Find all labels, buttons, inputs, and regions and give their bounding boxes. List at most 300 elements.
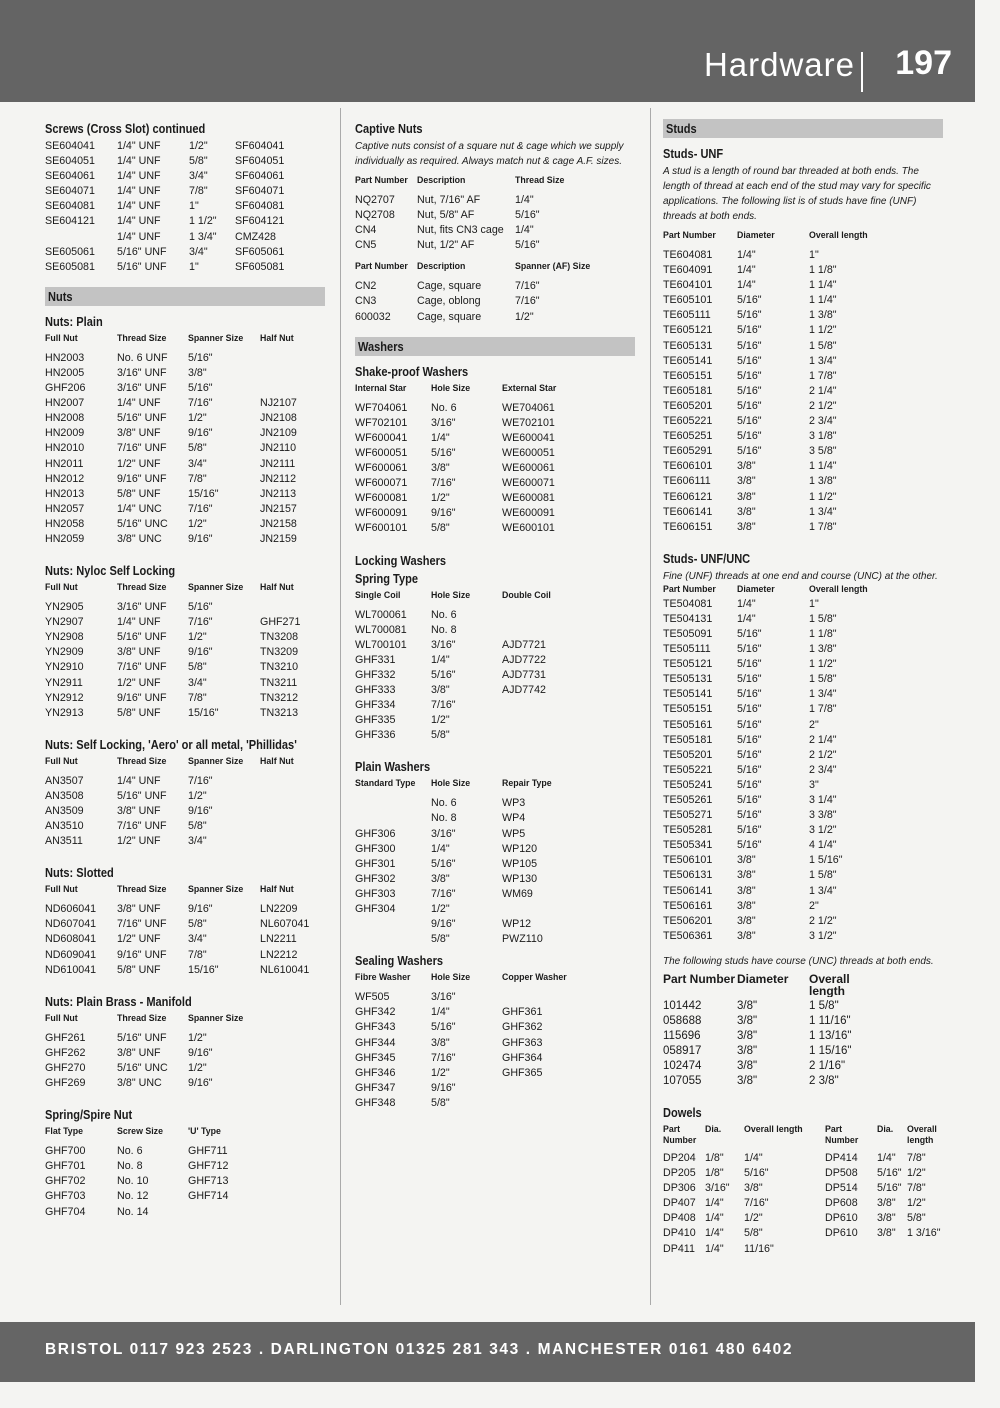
table-cell: DP407 bbox=[663, 1197, 696, 1210]
column-header: Hole Size bbox=[431, 382, 471, 393]
table-cell: 1/2" bbox=[188, 412, 207, 425]
table-cell: TE505341 bbox=[663, 839, 713, 852]
table-cell: WP12 bbox=[502, 918, 532, 931]
table-cell: SE604121 bbox=[45, 215, 95, 228]
table-row bbox=[663, 505, 943, 520]
table-cell: 1 5/8" bbox=[809, 869, 837, 882]
column-header: Repair Type bbox=[502, 778, 552, 789]
table-cell: 5/16" bbox=[737, 415, 762, 428]
table-cell: CN4 bbox=[355, 224, 377, 237]
table-cell: 600032 bbox=[355, 310, 391, 323]
table-cell: TN3210 bbox=[260, 661, 299, 674]
table-cell: Cage, square bbox=[417, 310, 482, 323]
table-row bbox=[45, 917, 325, 932]
page-footer bbox=[0, 1322, 975, 1382]
table-row bbox=[45, 600, 325, 615]
table-row bbox=[663, 597, 943, 612]
table-cell: 3/8" UNF bbox=[117, 805, 161, 817]
table-cell bbox=[355, 932, 431, 947]
table-cell: ND607041 bbox=[45, 918, 97, 931]
table-row bbox=[355, 638, 635, 653]
table-cell bbox=[260, 774, 320, 789]
column-header: Overall length bbox=[809, 230, 868, 240]
table-cell: 2 1/2" bbox=[809, 914, 837, 927]
screws-heading: Screws (Cross Slot) continued bbox=[45, 121, 206, 136]
table-cell: JN2113 bbox=[260, 487, 297, 500]
table-cell: TE505221 bbox=[663, 763, 713, 776]
column-header: Full Nut bbox=[45, 755, 78, 766]
table-cell: 9/16" bbox=[188, 532, 213, 545]
table-cell: TE604081 bbox=[663, 249, 713, 261]
table-cell: TE504081 bbox=[663, 597, 713, 610]
table-row bbox=[663, 1166, 943, 1181]
table-cell bbox=[355, 796, 431, 811]
table-cell bbox=[260, 834, 320, 849]
table-cell: 1 1/4" bbox=[809, 460, 837, 473]
column-studs-dowels bbox=[663, 115, 943, 1257]
table-cell: GHF712 bbox=[188, 1160, 229, 1173]
table-cell: HN2009 bbox=[45, 427, 85, 440]
table-row bbox=[663, 642, 943, 657]
table-cell: 7/16" bbox=[431, 477, 456, 490]
table-cell: 5/8" bbox=[188, 442, 207, 455]
column-header: Thread Size bbox=[117, 582, 167, 593]
column-header: Spanner Size bbox=[188, 1012, 244, 1023]
table-cell: WL700061 bbox=[355, 608, 407, 621]
table-row bbox=[355, 506, 635, 521]
table-cell: 3/4" bbox=[189, 170, 208, 183]
table-row bbox=[355, 401, 635, 416]
plain-washers-header bbox=[355, 778, 635, 789]
table-cell: 5/8" bbox=[188, 661, 207, 674]
table-cell: SE604071 bbox=[45, 185, 95, 198]
column-header: Overall length bbox=[744, 1123, 803, 1134]
table-cell: GHF700 bbox=[45, 1145, 86, 1158]
table-row bbox=[355, 683, 635, 698]
table-cell: JN2112 bbox=[260, 472, 297, 485]
table-cell: Nut, 1/2" AF bbox=[417, 239, 475, 252]
table-cell: AJD7722 bbox=[502, 653, 546, 666]
table-row bbox=[663, 1151, 943, 1166]
table-cell: 5/16" bbox=[744, 1167, 769, 1180]
table-cell: 5/16" bbox=[737, 673, 762, 686]
table-row bbox=[355, 1020, 635, 1035]
table-cell: 5/16" UNF bbox=[117, 260, 167, 273]
table-cell: 3/16" UNF bbox=[117, 366, 167, 379]
table-row bbox=[355, 796, 635, 811]
table-cell: 3/8" bbox=[737, 1044, 758, 1057]
table-cell: YN2911 bbox=[45, 676, 83, 689]
table-row bbox=[45, 245, 325, 260]
table-cell: Cage, square bbox=[417, 280, 482, 293]
shake-proof-heading: Shake-proof Washers bbox=[355, 363, 469, 379]
table-cell: 1 7/8" bbox=[809, 703, 837, 716]
table-cell: WE600061 bbox=[502, 462, 555, 475]
table-cell: YN2909 bbox=[45, 646, 84, 659]
table-cell: Nut, 7/16" AF bbox=[417, 194, 481, 206]
table-cell: 1/2" bbox=[188, 789, 207, 802]
table-row bbox=[45, 1159, 325, 1174]
table-cell: 107055 bbox=[663, 1074, 702, 1087]
table-cell: CN3 bbox=[355, 295, 377, 308]
table-row bbox=[45, 630, 325, 645]
column-header: Part Number bbox=[663, 972, 736, 986]
table-cell: SF604051 bbox=[235, 155, 285, 168]
page-number: 197 bbox=[895, 44, 952, 82]
nuts-aero-header bbox=[45, 756, 325, 767]
spring-type-header bbox=[355, 590, 635, 601]
table-cell: 7/16" bbox=[188, 616, 213, 629]
column-header: Overall length bbox=[907, 1123, 937, 1145]
table-row bbox=[355, 1005, 635, 1020]
table-cell: ND608041 bbox=[45, 933, 97, 946]
table-cell: 2 3/4" bbox=[809, 415, 837, 428]
table-row bbox=[45, 169, 325, 184]
column-header: Overall length bbox=[809, 583, 868, 594]
table-cell: Nut, fits CN3 cage bbox=[417, 224, 504, 237]
table-cell bbox=[907, 1242, 947, 1257]
table-cell: 5/16" bbox=[737, 354, 762, 367]
table-cell: 2 1/2" bbox=[809, 748, 837, 761]
dowels-header bbox=[663, 1124, 943, 1146]
table-cell bbox=[45, 230, 117, 245]
table-cell: Nut, 5/8" AF bbox=[417, 209, 475, 222]
table-cell: 1/4" UNF bbox=[117, 230, 161, 243]
table-cell: TE605201 bbox=[663, 399, 713, 412]
table-cell: GHF270 bbox=[45, 1061, 86, 1074]
table-row bbox=[663, 733, 943, 748]
table-cell bbox=[355, 811, 431, 826]
table-cell: 3/4" bbox=[188, 933, 207, 946]
table-cell: SF605081 bbox=[235, 260, 285, 273]
table-cell: SF604061 bbox=[235, 170, 285, 183]
table-cell: 3/8" UNC bbox=[117, 532, 162, 545]
table-cell: GHF300 bbox=[355, 842, 396, 855]
table-cell: YN2910 bbox=[45, 661, 84, 674]
table-row bbox=[45, 834, 325, 849]
table-cell: DP414 bbox=[825, 1151, 858, 1164]
column-header: Full Nut bbox=[45, 582, 78, 593]
table-row bbox=[45, 230, 325, 245]
table-cell: 3/8" bbox=[737, 929, 756, 942]
table-cell bbox=[260, 381, 320, 396]
washers-section-band: Washers bbox=[355, 337, 635, 356]
table-row bbox=[663, 1044, 943, 1059]
table-cell: 3/8" bbox=[737, 460, 756, 473]
table-cell: AN3511 bbox=[45, 835, 83, 848]
table-cell: 5/16" UNF bbox=[117, 245, 167, 258]
table-cell: 2 1/2" bbox=[809, 399, 837, 412]
table-cell: 3 1/2" bbox=[809, 929, 837, 942]
table-cell bbox=[260, 351, 320, 366]
table-cell: 7/16" UNF bbox=[117, 661, 167, 674]
table-cell: 5/8" bbox=[431, 933, 450, 946]
table-cell bbox=[260, 600, 320, 615]
spring-type-heading: Spring Type bbox=[355, 570, 419, 586]
nuts-aero-heading: Nuts: Self Locking, 'Aero' or all metal, 'Phillidas' bbox=[45, 736, 297, 752]
table-cell: TN3212 bbox=[260, 691, 299, 704]
captive-nuts-table bbox=[355, 193, 635, 253]
table-cell: WF600091 bbox=[355, 507, 408, 520]
table-cell: AN3510 bbox=[45, 820, 84, 833]
table-cell: 1/2" bbox=[431, 1066, 450, 1079]
table-cell: HN2003 bbox=[45, 351, 85, 364]
table-cell: TN3208 bbox=[260, 631, 299, 644]
table-row bbox=[45, 260, 325, 275]
title-divider bbox=[861, 52, 863, 92]
table-row bbox=[45, 1046, 325, 1061]
table-cell: WF704061 bbox=[355, 401, 408, 414]
table-cell: 3/4" bbox=[189, 245, 208, 258]
table-cell: 1/2" UNF bbox=[117, 676, 161, 689]
table-cell: HN2013 bbox=[45, 487, 85, 500]
table-cell: TE605141 bbox=[663, 354, 713, 367]
column-header bbox=[260, 1013, 320, 1024]
table-cell: 9/16" bbox=[188, 646, 213, 659]
table-cell: TE505091 bbox=[663, 627, 713, 640]
table-cell: WP4 bbox=[502, 812, 526, 825]
table-cell: 1/4" bbox=[431, 1006, 450, 1019]
table-cell: TE506101 bbox=[663, 854, 713, 867]
dowels-table bbox=[663, 1151, 943, 1257]
table-row bbox=[663, 793, 943, 808]
table-cell: 1/8" bbox=[705, 1151, 724, 1164]
table-row bbox=[663, 474, 943, 489]
table-cell: YN2913 bbox=[45, 706, 84, 719]
table-row bbox=[663, 612, 943, 627]
table-row bbox=[663, 1242, 943, 1257]
table-row bbox=[663, 748, 943, 763]
nuts-plain-heading: Nuts: Plain bbox=[45, 313, 103, 329]
table-cell: AJD7731 bbox=[502, 668, 546, 681]
table-cell: 5/16" bbox=[737, 309, 762, 322]
table-cell: 1/4" UNF bbox=[117, 215, 161, 228]
table-cell: TE506141 bbox=[663, 884, 713, 897]
studs-course-header bbox=[663, 973, 943, 997]
table-cell bbox=[260, 1205, 320, 1220]
table-cell: 1/4" bbox=[737, 249, 756, 261]
table-row bbox=[45, 963, 325, 978]
table-cell: No. 8 bbox=[431, 812, 457, 825]
table-cell: GHF261 bbox=[45, 1031, 86, 1044]
table-cell: GHF262 bbox=[45, 1046, 86, 1059]
table-cell: 1 1/8" bbox=[809, 264, 837, 277]
table-row bbox=[45, 691, 325, 706]
table-row bbox=[45, 706, 325, 721]
table-cell: No. 6 bbox=[431, 608, 457, 621]
column-header: Half Nut bbox=[260, 884, 294, 895]
table-row bbox=[663, 687, 943, 702]
table-cell: GHF335 bbox=[355, 714, 396, 727]
table-cell bbox=[260, 1031, 320, 1046]
table-cell: CN2 bbox=[355, 280, 377, 293]
table-cell: GHF333 bbox=[355, 683, 396, 696]
table-cell: TE505181 bbox=[663, 733, 713, 746]
column-header: Internal Star bbox=[355, 382, 407, 393]
table-cell: HN2012 bbox=[45, 472, 85, 485]
table-cell: SF604081 bbox=[235, 200, 285, 213]
table-cell: 9/16" bbox=[188, 427, 213, 440]
table-cell: DP610 bbox=[825, 1227, 858, 1240]
studs-unc-header bbox=[663, 584, 943, 595]
table-cell: 1 3/4" bbox=[809, 354, 837, 367]
table-cell: GHF345 bbox=[355, 1051, 396, 1064]
column-header: Spanner Size bbox=[188, 884, 244, 895]
column-header: Overall length bbox=[809, 972, 850, 997]
table-cell: DP514 bbox=[825, 1182, 858, 1195]
table-cell: No. 10 bbox=[117, 1175, 149, 1188]
table-cell: 1/4" UNF bbox=[117, 155, 161, 168]
table-row bbox=[45, 1189, 325, 1204]
table-cell bbox=[260, 1046, 320, 1061]
table-cell: 1/2" bbox=[188, 1061, 207, 1074]
table-cell: 1 3/8" bbox=[809, 475, 837, 488]
table-cell: 5/16" UNF bbox=[117, 631, 167, 644]
table-cell bbox=[502, 623, 592, 638]
table-cell: 7/16" bbox=[431, 1051, 456, 1064]
table-cell: 9/16" bbox=[188, 1077, 213, 1090]
table-cell: LN2209 bbox=[260, 903, 298, 916]
table-cell: HN2059 bbox=[45, 532, 85, 545]
table-row bbox=[355, 811, 635, 826]
spire-nut-heading: Spring/Spire Nut bbox=[45, 1107, 133, 1123]
table-row bbox=[45, 139, 325, 154]
table-row bbox=[45, 366, 325, 381]
column-header: Hole Size bbox=[431, 589, 471, 600]
table-cell: 5/8" UNF bbox=[117, 487, 161, 500]
table-cell: 1/2" bbox=[188, 1031, 207, 1044]
table-row bbox=[355, 872, 635, 887]
table-cell: 101442 bbox=[663, 999, 702, 1012]
table-row bbox=[355, 1096, 635, 1111]
table-row bbox=[663, 838, 943, 853]
table-cell: DP204 bbox=[663, 1151, 696, 1164]
table-cell: WF600081 bbox=[355, 492, 408, 505]
table-cell: 1/4" UNF bbox=[117, 616, 161, 629]
table-cell: AJD7721 bbox=[502, 638, 546, 651]
table-cell: GHF701 bbox=[45, 1160, 86, 1173]
table-cell: 5/16" bbox=[431, 668, 456, 681]
table-cell: 5/16" bbox=[737, 399, 762, 412]
table-cell: GHF304 bbox=[355, 903, 396, 915]
table-cell: 3/8" UNF bbox=[117, 427, 161, 440]
table-cell: 9/16" bbox=[188, 903, 213, 916]
table-row bbox=[355, 1081, 635, 1096]
column-screws-nuts bbox=[45, 115, 325, 1220]
table-cell: 1 1/2" bbox=[809, 490, 837, 503]
table-cell: 7/16" bbox=[744, 1197, 769, 1210]
table-row bbox=[45, 1061, 325, 1076]
table-row bbox=[355, 728, 635, 743]
table-cell: DP410 bbox=[663, 1227, 696, 1240]
table-row bbox=[45, 1174, 325, 1189]
nuts-brass-heading: Nuts: Plain Brass - Manifold bbox=[45, 993, 192, 1009]
table-cell: ND609041 bbox=[45, 948, 97, 961]
table-cell: WE704061 bbox=[502, 401, 555, 414]
column-header: Hole Size bbox=[431, 778, 471, 789]
table-cell: 1/2" bbox=[907, 1167, 926, 1180]
shake-proof-table bbox=[355, 401, 635, 537]
table-cell: 7/16" bbox=[188, 397, 213, 410]
table-row bbox=[663, 853, 943, 868]
table-cell: GHF713 bbox=[188, 1175, 229, 1188]
table-cell: WE600041 bbox=[502, 431, 555, 444]
table-cell: AJD7742 bbox=[502, 683, 546, 696]
table-cell: 3/8" bbox=[744, 1182, 763, 1195]
table-cell: WE702101 bbox=[502, 416, 555, 429]
table-row bbox=[45, 1205, 325, 1220]
table-cell: 1 3/8" bbox=[809, 643, 837, 656]
table-row bbox=[663, 778, 943, 793]
table-cell: 7/8" bbox=[188, 691, 207, 704]
table-cell: 5/8" bbox=[431, 1096, 450, 1109]
table-cell: 15/16" bbox=[188, 706, 219, 719]
table-row bbox=[355, 446, 635, 461]
table-cell: 5/16" bbox=[737, 369, 762, 382]
table-cell: 7/16" UNF bbox=[117, 442, 167, 455]
table-cell: TE605181 bbox=[663, 384, 713, 397]
table-cell: TE505121 bbox=[663, 658, 713, 671]
studs-unc-note: Fine (UNF) threads at one end and course (UNC) at the other. bbox=[663, 570, 938, 582]
column-header: Double Coil bbox=[502, 589, 551, 600]
table-cell: 5/16" bbox=[737, 658, 762, 671]
table-cell: 1 5/8" bbox=[809, 999, 839, 1012]
column-header: Spanner (AF) Size bbox=[515, 261, 591, 272]
table-cell: TE605251 bbox=[663, 430, 713, 443]
table-cell: 5/8" UNF bbox=[117, 963, 161, 976]
table-row bbox=[355, 310, 635, 325]
table-cell: TE505261 bbox=[663, 794, 713, 806]
table-cell: TE605221 bbox=[663, 415, 713, 428]
table-cell bbox=[188, 1205, 260, 1220]
table-row bbox=[663, 627, 943, 642]
table-cell: 1" bbox=[809, 249, 819, 261]
table-cell: 1 7/8" bbox=[809, 520, 837, 533]
table-cell: No. 6 bbox=[117, 1145, 143, 1158]
table-cell: SF604041 bbox=[235, 140, 285, 152]
table-cell: TE505271 bbox=[663, 809, 713, 822]
table-cell: 7/8" bbox=[907, 1151, 926, 1164]
column-header: Half Nut bbox=[260, 755, 294, 766]
table-row bbox=[663, 444, 943, 459]
screws-table bbox=[45, 139, 325, 275]
table-cell: 1/2" bbox=[188, 631, 207, 644]
table-row bbox=[45, 532, 325, 547]
table-cell: 1/2" bbox=[431, 903, 450, 915]
studs-unf-heading: Studs- UNF bbox=[663, 146, 724, 161]
table-row bbox=[663, 308, 943, 323]
table-cell: NL610041 bbox=[260, 963, 310, 976]
table-cell: 1/4" UNF bbox=[117, 774, 161, 787]
table-cell bbox=[502, 1081, 592, 1096]
table-cell: WF505 bbox=[355, 991, 390, 1004]
table-row bbox=[663, 369, 943, 384]
table-cell bbox=[260, 366, 320, 381]
nuts-slotted-table bbox=[45, 902, 325, 977]
table-cell: 3/8" bbox=[737, 1014, 758, 1027]
column-header: Thread Size bbox=[515, 175, 565, 185]
table-cell: 5/16" bbox=[431, 446, 456, 459]
table-row bbox=[45, 472, 325, 487]
nuts-aero-table bbox=[45, 774, 325, 849]
table-row bbox=[355, 193, 635, 208]
table-cell: 5/16" bbox=[737, 324, 762, 337]
table-cell bbox=[260, 1144, 320, 1159]
table-cell bbox=[502, 902, 592, 917]
table-cell: SF604071 bbox=[235, 185, 285, 198]
table-cell: 1/4" bbox=[515, 224, 534, 237]
table-cell bbox=[260, 1076, 320, 1091]
